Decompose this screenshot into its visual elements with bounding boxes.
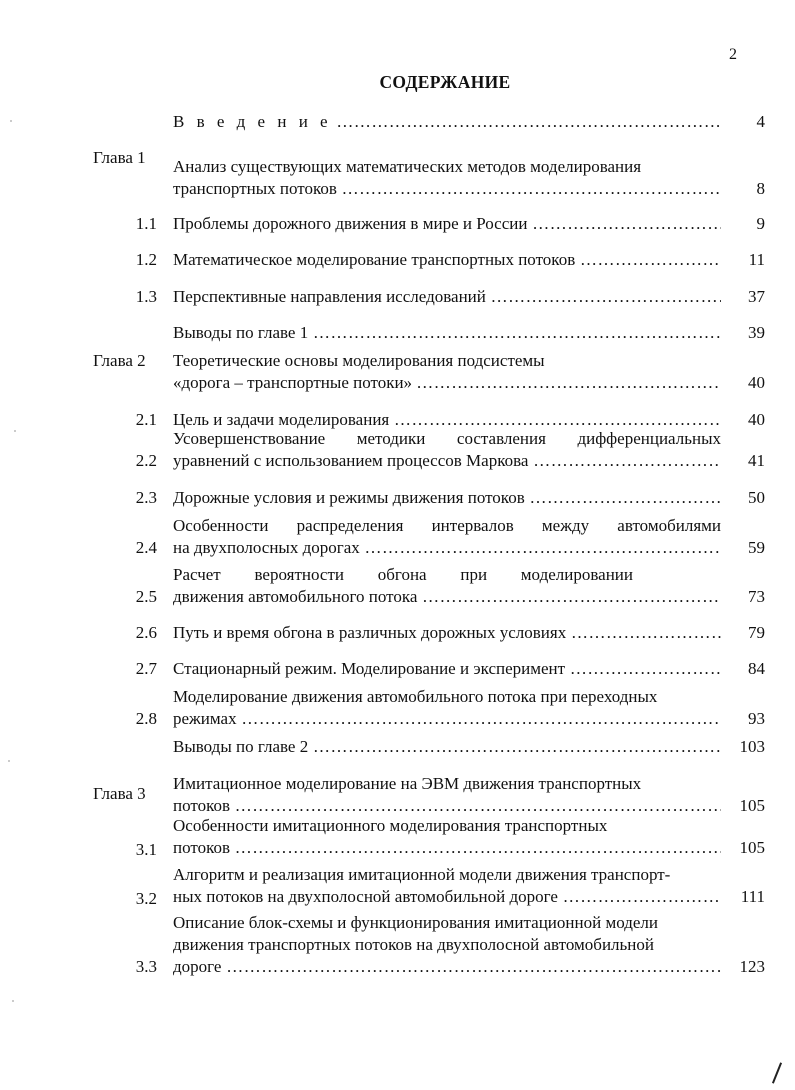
toc-entry-text xyxy=(173,622,721,644)
toc-entry-number: 2.4 xyxy=(135,538,157,557)
toc-entry-page: 84 xyxy=(748,659,765,678)
toc-entry-page: 93 xyxy=(748,709,765,728)
toc-entry-page: 40 xyxy=(748,410,765,429)
toc-entry-text xyxy=(173,487,721,509)
toc-entry-line: движения автомобильного потока xyxy=(173,587,418,606)
toc-entry-text xyxy=(173,111,721,133)
toc-entry-page: 39 xyxy=(748,323,765,342)
scan-speck xyxy=(8,760,10,762)
toc-entry-number: Глава 2 xyxy=(93,351,146,370)
toc-entry-text xyxy=(173,686,721,730)
toc-entry-text xyxy=(173,815,721,859)
toc-entry-page: 73 xyxy=(748,587,765,606)
toc-entry-number: 2.7 xyxy=(135,659,157,678)
toc-entry-line: Перспективные направления исследований xyxy=(173,287,486,306)
toc-entry-line: Математическое моделирование транспортных потоков xyxy=(173,250,576,269)
toc-entry-page: 37 xyxy=(748,287,765,306)
toc-entry-number: 3.1 xyxy=(135,840,157,859)
toc-entry-number: 2.6 xyxy=(135,623,157,642)
toc-entry-page: 11 xyxy=(748,250,765,269)
toc-entry-number: 2.5 xyxy=(135,587,157,606)
toc-entry-line: Дорожные условия и режимы движения потоков xyxy=(173,488,525,507)
toc-entry-text xyxy=(173,736,721,758)
toc-entry-line: дороге xyxy=(173,957,222,976)
toc-entry-text xyxy=(173,428,721,472)
toc-entry-line: ных потоков на двухполосной автомобильной дороге xyxy=(173,887,558,906)
toc-entry-line: Моделирование движения автомобильного потока при переходных xyxy=(173,687,658,706)
toc-entry-line: режимах xyxy=(173,709,237,728)
page-title: СОДЕРЖАНИЕ xyxy=(379,72,511,92)
page-number: 2 xyxy=(729,46,737,63)
toc-entry-text xyxy=(173,773,721,817)
toc-entry-text xyxy=(173,564,721,608)
toc-entry-line: на двухполосных дорогах xyxy=(173,538,360,557)
toc-entry-page: 111 xyxy=(740,887,765,906)
toc-entry-page: 9 xyxy=(756,214,765,233)
toc-entry-line: Описание блок-схемы и функционирования имитационной модели xyxy=(173,913,658,932)
toc-entry-line: Стационарный режим. Моделирование и эксперимент xyxy=(173,659,566,678)
toc-entry-line: уравнений с использованием процессов Маркова xyxy=(173,451,529,470)
toc-entry-number: 2.1 xyxy=(135,410,157,429)
toc-entry-page: 105 xyxy=(739,838,765,857)
scan-speck xyxy=(14,430,16,432)
toc-entry-page: 4 xyxy=(756,112,765,131)
toc-entry-text xyxy=(173,912,721,978)
toc-entry-line: Анализ существующих математических методов моделирования xyxy=(173,157,642,176)
toc-entry-line: Усовершенствование методики составления дифференциальных xyxy=(173,429,721,448)
toc-entry-line: В в е д е н и е xyxy=(173,112,332,131)
toc-entry-number: 3.2 xyxy=(135,889,157,908)
toc-entry-line: потоков xyxy=(173,796,231,815)
toc-entry-line: Цель и задачи моделирования xyxy=(173,410,390,429)
toc-entry-line: Расчет вероятности обгона при моделировании xyxy=(173,565,633,584)
toc-entry-page: 41 xyxy=(748,451,765,470)
toc-entry-number: 2.8 xyxy=(135,709,157,728)
toc-entry-page: 103 xyxy=(739,737,765,756)
toc-entry-line: Особенности распределения интервалов между автомобилями xyxy=(173,516,721,535)
toc-entry-text xyxy=(173,864,721,908)
toc-entry-line: транспортных потоков xyxy=(173,179,337,198)
toc-entry-line: Выводы по главе 1 xyxy=(173,323,309,342)
toc-entry-page: 105 xyxy=(739,796,765,815)
toc-entry-page: 79 xyxy=(748,623,765,642)
toc-entry-text xyxy=(173,156,721,200)
toc-entry-line: «дорога – транспортные потоки» xyxy=(173,373,417,392)
toc-entry-number: 1.3 xyxy=(135,287,157,306)
toc-entry-text xyxy=(173,322,721,344)
toc-entry-page: 123 xyxy=(739,957,765,976)
toc-entry-number: Глава 3 xyxy=(93,784,146,803)
toc-entry-page: 50 xyxy=(748,488,765,507)
toc-entry-number: 3.3 xyxy=(135,957,157,976)
toc-entry-page: 59 xyxy=(748,538,765,557)
toc-entry-page: 8 xyxy=(756,179,765,198)
toc-entry-line: Имитационное моделирование на ЭВМ движения транспортных xyxy=(173,774,642,793)
toc-entry-line: Теоретические основы моделирования подсистемы xyxy=(173,351,545,370)
toc-entry-line: Выводы по главе 2 xyxy=(173,737,309,756)
toc-entry-line: Особенности имитационного моделирования транспортных xyxy=(173,816,608,835)
toc-entry-line: потоков xyxy=(173,838,231,857)
scan-speck xyxy=(12,1000,14,1002)
toc-entry-line: Алгоритм и реализация имитационной модели движения транспорт- xyxy=(173,865,671,884)
toc-entry-text xyxy=(173,213,721,235)
toc-entry-text xyxy=(173,350,721,394)
toc-entry-line: Путь и время обгона в различных дорожных условиях xyxy=(173,623,567,642)
toc-entry-number: Глава 1 xyxy=(93,148,146,167)
scan-pen-mark xyxy=(772,1062,782,1083)
toc-entry-line: Проблемы дорожного движения в мире и России xyxy=(173,214,528,233)
toc-entry-text xyxy=(173,658,721,680)
toc-entry-line: движения транспортных потоков на двухполосной автомобильной xyxy=(173,935,654,954)
toc-entry-text xyxy=(173,515,721,559)
toc-entry-text xyxy=(173,249,721,271)
toc-entry-number: 1.2 xyxy=(135,250,157,269)
toc-entry-number: 2.2 xyxy=(135,451,157,470)
scan-speck xyxy=(10,120,12,122)
toc-entry-number: 1.1 xyxy=(135,214,157,233)
toc-entry-page: 40 xyxy=(748,373,765,392)
toc-entry-number: 2.3 xyxy=(135,488,157,507)
toc-entry-text xyxy=(173,286,721,308)
